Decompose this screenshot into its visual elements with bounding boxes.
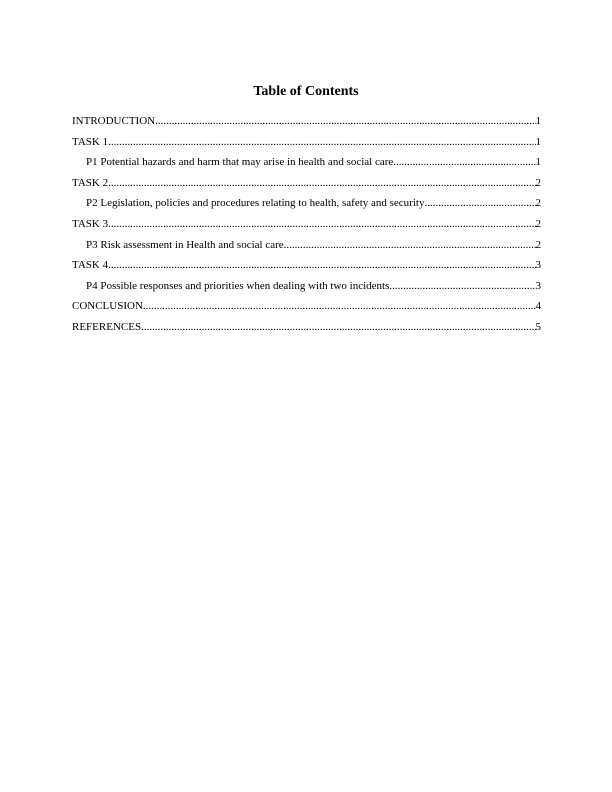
toc-dot-leader: [424, 196, 535, 210]
toc-page-number: 1: [535, 135, 541, 148]
toc-entry-task-4[interactable]: [72, 258, 541, 279]
toc-page-number: 2: [535, 197, 541, 210]
toc-dot-leader: [393, 155, 535, 169]
toc-page-number: 5: [535, 320, 541, 333]
toc-entry-task-2[interactable]: [72, 176, 541, 197]
toc-page-number: 3: [535, 279, 541, 292]
toc-page-number: 1: [535, 156, 541, 169]
toc-entry-task-3[interactable]: [72, 217, 541, 238]
toc-entry-label: TASK 1: [72, 135, 109, 148]
toc-entry-introduction[interactable]: [72, 114, 541, 135]
toc-entry-conclusion[interactable]: [72, 299, 541, 320]
toc-entry-p1[interactable]: [72, 155, 541, 176]
toc-dot-leader: [141, 320, 535, 334]
toc-dot-leader: [108, 217, 535, 231]
toc-entry-label: CONCLUSION: [72, 300, 143, 313]
toc-entry-label: REFERENCES: [72, 320, 142, 333]
table-of-contents: [72, 114, 541, 341]
toc-entry-label: TASK 3: [72, 217, 109, 230]
toc-dot-leader: [108, 135, 535, 149]
toc-entry-label: P4 Possible responses and priorities when dealing with two incidents: [86, 279, 390, 292]
toc-dot-leader: [389, 279, 535, 293]
toc-entry-label: P2 Legislation, policies and procedures relating to health, safety and security: [86, 197, 425, 210]
toc-page-number: 4: [535, 300, 541, 313]
toc-page-number: 2: [535, 238, 541, 251]
toc-title: Table of Contents: [253, 84, 359, 99]
toc-page-number: 2: [535, 217, 541, 230]
toc-entry-p3[interactable]: [72, 238, 541, 259]
toc-entry-label: P3 Risk assessment in Health and social care: [86, 238, 284, 251]
toc-entry-label: P1 Potential hazards and harm that may arise in health and social care: [86, 156, 394, 169]
toc-page-number: 2: [535, 176, 541, 189]
toc-entry-p2[interactable]: [72, 196, 541, 217]
toc-entry-label: INTRODUCTION: [72, 115, 156, 127]
toc-page-number: 3: [535, 259, 541, 272]
toc-entry-label: TASK 4: [72, 259, 109, 272]
toc-entry-p4[interactable]: [72, 279, 541, 300]
toc-page-number: 1: [535, 115, 541, 127]
toc-dot-leader: [108, 176, 535, 190]
toc-dot-leader: [155, 114, 535, 128]
toc-dot-leader: [284, 238, 536, 252]
toc-dot-leader: [143, 299, 536, 313]
toc-entry-task-1[interactable]: [72, 135, 541, 156]
toc-entry-label: TASK 2: [72, 176, 109, 189]
toc-dot-leader: [108, 258, 535, 272]
toc-entry-references[interactable]: [72, 320, 541, 341]
